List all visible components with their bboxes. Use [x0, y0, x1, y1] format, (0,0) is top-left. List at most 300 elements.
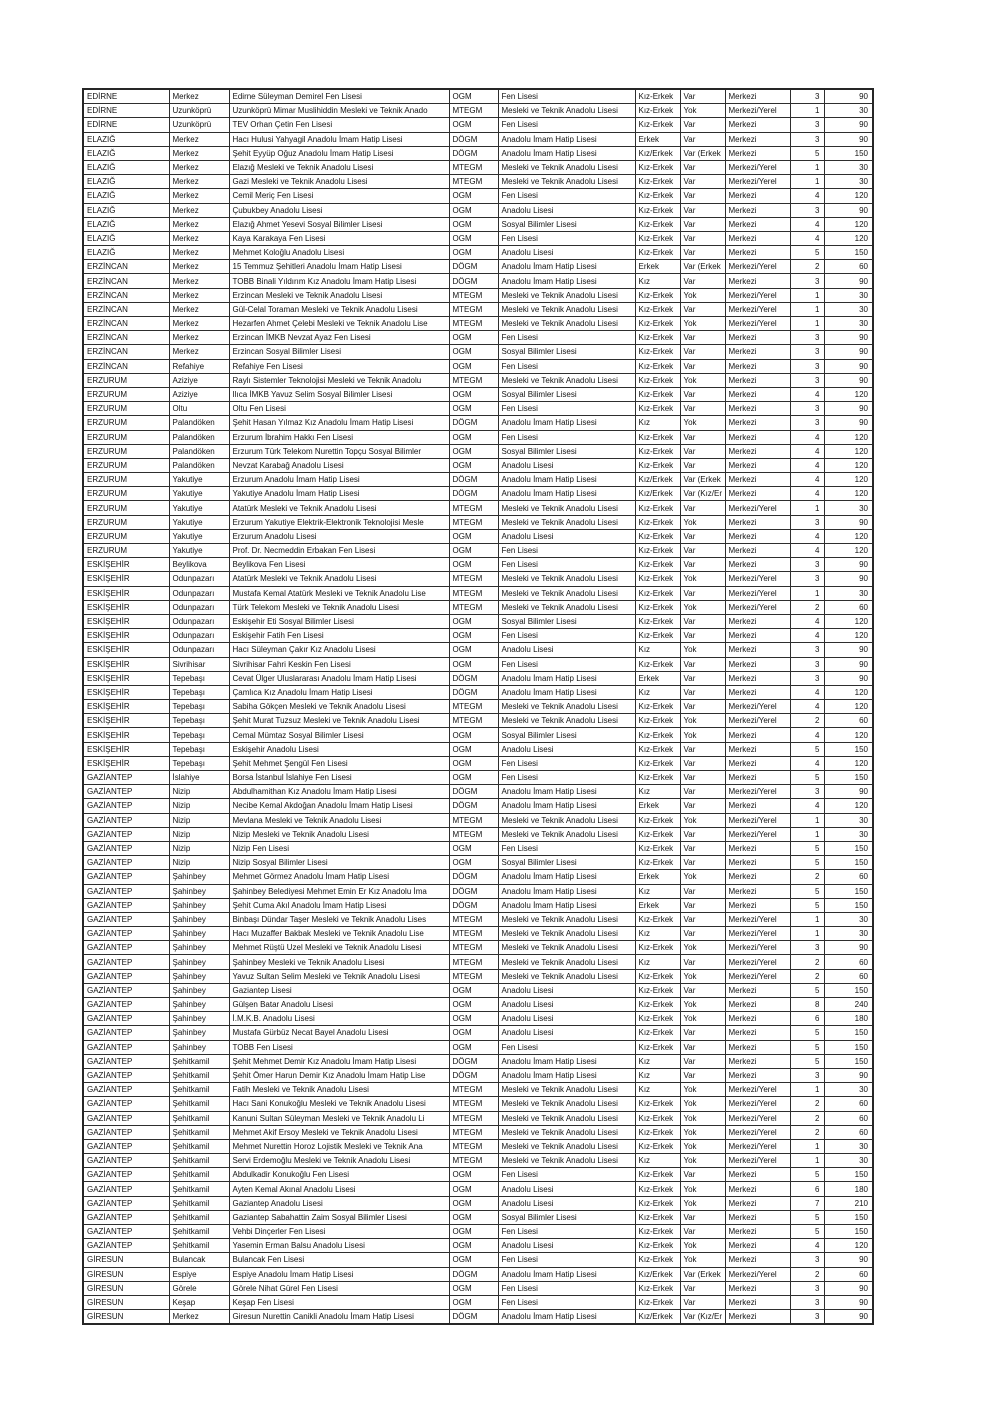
cell-quota: 120 [824, 444, 873, 458]
cell-gender: Kız/Erkek [635, 146, 680, 160]
cell-quota: 150 [824, 884, 873, 898]
cell-directorate: MTEGM [449, 501, 498, 515]
cell-province: GAZİANTEP [83, 1012, 169, 1026]
cell-quota: 90 [824, 558, 873, 572]
cell-gender: Kız-Erkek [635, 387, 680, 401]
cell-province: ESKİŞEHİR [83, 685, 169, 699]
cell-school-type: Fen Lisesi [498, 231, 635, 245]
cell-district: Merkez [169, 146, 229, 160]
cell-province: ERZİNCAN [83, 274, 169, 288]
cell-dormitory: Yok [680, 1111, 725, 1125]
cell-dormitory: Var [680, 799, 725, 813]
cell-province: GAZİANTEP [83, 884, 169, 898]
cell-school-type: Anadolu Lisesi [498, 458, 635, 472]
cell-dormitory: Var (Erkek [680, 473, 725, 487]
cell-province: GAZİANTEP [83, 1125, 169, 1139]
cell-province: GAZİANTEP [83, 969, 169, 983]
cell-quota: 90 [824, 643, 873, 657]
cell-class-count: 1 [790, 317, 824, 331]
cell-district: Merkez [169, 1310, 229, 1325]
cell-dormitory: Var [680, 345, 725, 359]
cell-school-name: Şahinbey Belediyesi Mehmet Emin Er Kız Anadolu İma [229, 884, 449, 898]
cell-dormitory: Var [680, 175, 725, 189]
cell-province: ELAZIĞ [83, 203, 169, 217]
cell-directorate: MTEGM [449, 813, 498, 827]
cell-province: GAZİANTEP [83, 813, 169, 827]
cell-school-name: Türk Telekom Mesleki ve Teknik Anadolu Lisesi [229, 600, 449, 614]
cell-exam-scope: Merkezi [725, 685, 790, 699]
cell-school-type: Anadolu İmam Hatip Lisesi [498, 799, 635, 813]
table-row [83, 600, 873, 614]
cell-province: GAZİANTEP [83, 1225, 169, 1239]
cell-province: GAZİANTEP [83, 1040, 169, 1054]
cell-class-count: 3 [790, 515, 824, 529]
cell-class-count: 1 [790, 1154, 824, 1168]
cell-directorate: OGM [449, 657, 498, 671]
cell-district: Merkez [169, 274, 229, 288]
cell-gender: Kız-Erkek [635, 586, 680, 600]
cell-directorate: MTEGM [449, 1111, 498, 1125]
cell-province: ERZURUM [83, 473, 169, 487]
cell-exam-scope: Merkezi/Yerel [725, 912, 790, 926]
table-row [83, 898, 873, 912]
cell-district: İslahiye [169, 771, 229, 785]
cell-district: Merkez [169, 302, 229, 316]
table-row [83, 1310, 873, 1325]
cell-exam-scope: Merkezi [725, 614, 790, 628]
cell-school-type: Anadolu İmam Hatip Lisesi [498, 487, 635, 501]
cell-class-count: 5 [790, 983, 824, 997]
cell-district: Uzunköprü [169, 104, 229, 118]
cell-school-name: Nizip Fen Lisesi [229, 841, 449, 855]
cell-gender: Kız-Erkek [635, 742, 680, 756]
cell-class-count: 5 [790, 246, 824, 260]
cell-school-type: Fen Lisesi [498, 1253, 635, 1267]
cell-directorate: MTEGM [449, 288, 498, 302]
cell-dormitory: Var [680, 387, 725, 401]
cell-class-count: 4 [790, 387, 824, 401]
cell-school-type: Mesleki ve Teknik Anadolu Lisesi [498, 160, 635, 174]
cell-school-name: Mehmet Rüştü Uzel Mesleki ve Teknik Anadolu Lisesi [229, 941, 449, 955]
cell-class-count: 2 [790, 870, 824, 884]
cell-directorate: OGM [449, 387, 498, 401]
table-row [83, 1111, 873, 1125]
cell-district: Refahiye [169, 359, 229, 373]
table-row [83, 1040, 873, 1054]
cell-quota: 90 [824, 359, 873, 373]
cell-district: Yakutiye [169, 487, 229, 501]
cell-dormitory: Yok [680, 714, 725, 728]
cell-quota: 90 [824, 345, 873, 359]
cell-district: Şahinbey [169, 912, 229, 926]
cell-school-type: Anadolu İmam Hatip Lisesi [498, 884, 635, 898]
cell-province: ESKİŞEHİR [83, 742, 169, 756]
cell-exam-scope: Merkezi [725, 217, 790, 231]
cell-school-type: Anadolu İmam Hatip Lisesi [498, 1267, 635, 1281]
cell-dormitory: Var [680, 1026, 725, 1040]
cell-school-name: Erzurum Türk Telekom Nurettin Topçu Sosyal Bilimler [229, 444, 449, 458]
cell-province: ERZURUM [83, 487, 169, 501]
cell-dormitory: Var [680, 231, 725, 245]
table-row [83, 1210, 873, 1224]
cell-exam-scope: Merkezi/Yerel [725, 288, 790, 302]
cell-school-name: Nizip Sosyal Bilimler Lisesi [229, 856, 449, 870]
cell-school-type: Mesleki ve Teknik Anadolu Lisesi [498, 827, 635, 841]
table-row [83, 501, 873, 515]
cell-province: ESKİŞEHİR [83, 572, 169, 586]
cell-gender: Kız [635, 643, 680, 657]
cell-dormitory: Var [680, 331, 725, 345]
cell-gender: Kız-Erkek [635, 912, 680, 926]
cell-exam-scope: Merkezi [725, 274, 790, 288]
cell-class-count: 2 [790, 600, 824, 614]
cell-school-type: Mesleki ve Teknik Anadolu Lisesi [498, 515, 635, 529]
cell-directorate: OGM [449, 1210, 498, 1224]
cell-quota: 150 [824, 856, 873, 870]
cell-province: EDİRNE [83, 104, 169, 118]
cell-province: ESKİŞEHİR [83, 728, 169, 742]
cell-directorate: MTEGM [449, 912, 498, 926]
cell-class-count: 3 [790, 657, 824, 671]
cell-class-count: 4 [790, 430, 824, 444]
cell-exam-scope: Merkezi [725, 1182, 790, 1196]
cell-dormitory: Yok [680, 643, 725, 657]
cell-dormitory: Var [680, 856, 725, 870]
cell-quota: 30 [824, 586, 873, 600]
cell-class-count: 3 [790, 1310, 824, 1325]
cell-directorate: MTEGM [449, 955, 498, 969]
cell-gender: Kız-Erkek [635, 1139, 680, 1153]
cell-class-count: 3 [790, 785, 824, 799]
cell-school-name: Erzurum Anadolu Lisesi [229, 529, 449, 543]
cell-dormitory: Var [680, 203, 725, 217]
cell-school-name: Erzincan Sosyal Bilimler Lisesi [229, 345, 449, 359]
cell-directorate: MTEGM [449, 586, 498, 600]
cell-school-name: Mustafa Kemal Atatürk Mesleki ve Teknik Anadolu Lise [229, 586, 449, 600]
cell-class-count: 4 [790, 473, 824, 487]
cell-quota: 120 [824, 1239, 873, 1253]
cell-gender: Kız [635, 416, 680, 430]
cell-directorate: OGM [449, 359, 498, 373]
cell-quota: 60 [824, 260, 873, 274]
cell-quota: 150 [824, 1026, 873, 1040]
cell-province: GAZİANTEP [83, 1083, 169, 1097]
cell-province: GAZİANTEP [83, 1168, 169, 1182]
cell-exam-scope: Merkezi/Yerel [725, 1111, 790, 1125]
table-row [83, 1225, 873, 1239]
cell-district: Tepebaşı [169, 742, 229, 756]
cell-gender: Kız [635, 785, 680, 799]
cell-directorate: OGM [449, 529, 498, 543]
cell-gender: Kız-Erkek [635, 1210, 680, 1224]
cell-exam-scope: Merkezi [725, 430, 790, 444]
cell-school-type: Anadolu İmam Hatip Lisesi [498, 685, 635, 699]
cell-dormitory: Var [680, 1210, 725, 1224]
cell-school-type: Fen Lisesi [498, 657, 635, 671]
cell-gender: Kız-Erkek [635, 756, 680, 770]
cell-province: ESKİŞEHİR [83, 700, 169, 714]
cell-class-count: 4 [790, 544, 824, 558]
cell-exam-scope: Merkezi [725, 742, 790, 756]
cell-directorate: DÖGM [449, 799, 498, 813]
cell-dormitory: Var [680, 1040, 725, 1054]
cell-district: Tepebaşı [169, 685, 229, 699]
cell-quota: 180 [824, 1182, 873, 1196]
cell-quota: 240 [824, 998, 873, 1012]
cell-class-count: 3 [790, 558, 824, 572]
cell-class-count: 3 [790, 1068, 824, 1082]
cell-dormitory: Var [680, 359, 725, 373]
cell-class-count: 3 [790, 203, 824, 217]
cell-directorate: OGM [449, 1012, 498, 1026]
cell-province: ERZİNCAN [83, 331, 169, 345]
cell-gender: Kız [635, 927, 680, 941]
cell-school-name: Gaziantep Anadolu Lisesi [229, 1196, 449, 1210]
cell-school-name: Binbaşı Dündar Taşer Mesleki ve Teknik Anadolu Lises [229, 912, 449, 926]
cell-class-count: 3 [790, 1281, 824, 1295]
cell-district: Odunpazarı [169, 586, 229, 600]
cell-class-count: 3 [790, 671, 824, 685]
cell-school-type: Mesleki ve Teknik Anadolu Lisesi [498, 1083, 635, 1097]
cell-school-type: Sosyal Bilimler Lisesi [498, 345, 635, 359]
cell-school-name: Çamlıca Kız Anadolu İmam Hatip Lisesi [229, 685, 449, 699]
cell-province: ERZİNCAN [83, 317, 169, 331]
cell-gender: Kız-Erkek [635, 657, 680, 671]
cell-dormitory: Yok [680, 1253, 725, 1267]
cell-directorate: OGM [449, 1196, 498, 1210]
cell-dormitory: Var (Kız/Er [680, 1310, 725, 1325]
cell-directorate: DÖGM [449, 1310, 498, 1325]
cell-gender: Kız-Erkek [635, 600, 680, 614]
cell-class-count: 2 [790, 955, 824, 969]
cell-dormitory: Var [680, 742, 725, 756]
school-placement-table [82, 88, 874, 1325]
cell-school-type: Fen Lisesi [498, 629, 635, 643]
cell-district: Şahinbey [169, 884, 229, 898]
table-row [83, 1097, 873, 1111]
cell-directorate: OGM [449, 1040, 498, 1054]
cell-school-type: Mesleki ve Teknik Anadolu Lisesi [498, 317, 635, 331]
cell-class-count: 5 [790, 1225, 824, 1239]
cell-province: ERZİNCAN [83, 260, 169, 274]
cell-class-count: 3 [790, 643, 824, 657]
cell-dormitory: Var [680, 118, 725, 132]
cell-school-name: Mehmet Akif Ersoy Mesleki ve Teknik Anadolu Lisesi [229, 1125, 449, 1139]
table-row [83, 104, 873, 118]
cell-quota: 90 [824, 373, 873, 387]
cell-exam-scope: Merkezi [725, 118, 790, 132]
cell-school-name: Mehmet Koloğlu Anadolu Lisesi [229, 246, 449, 260]
cell-exam-scope: Merkezi [725, 416, 790, 430]
cell-school-name: Hacı Sani Konukoğlu Mesleki ve Teknik Anadolu Lisesi [229, 1097, 449, 1111]
table-row [83, 515, 873, 529]
table-row [83, 927, 873, 941]
cell-province: GAZİANTEP [83, 856, 169, 870]
cell-district: Odunpazarı [169, 629, 229, 643]
cell-gender: Kız/Erkek [635, 1310, 680, 1325]
cell-province: GİRESUN [83, 1253, 169, 1267]
cell-school-type: Mesleki ve Teknik Anadolu Lisesi [498, 700, 635, 714]
cell-quota: 120 [824, 529, 873, 543]
cell-quota: 120 [824, 473, 873, 487]
cell-school-type: Mesleki ve Teknik Anadolu Lisesi [498, 955, 635, 969]
cell-province: ERZURUM [83, 373, 169, 387]
cell-gender: Kız-Erkek [635, 444, 680, 458]
cell-school-type: Anadolu Lisesi [498, 1026, 635, 1040]
cell-class-count: 5 [790, 841, 824, 855]
cell-gender: Kız-Erkek [635, 1040, 680, 1054]
cell-school-name: Eskişehir Eti Sosyal Bilimler Lisesi [229, 614, 449, 628]
cell-school-name: 15 Temmuz Şehitleri Anadolu İmam Hatip Lisesi [229, 260, 449, 274]
cell-school-type: Anadolu Lisesi [498, 529, 635, 543]
cell-gender: Kız-Erkek [635, 856, 680, 870]
cell-quota: 120 [824, 728, 873, 742]
cell-directorate: DÖGM [449, 1054, 498, 1068]
cell-exam-scope: Merkezi [725, 1068, 790, 1082]
cell-class-count: 3 [790, 274, 824, 288]
cell-school-type: Fen Lisesi [498, 771, 635, 785]
cell-school-name: Abdulkadir Konukoğlu Fen Lisesi [229, 1168, 449, 1182]
cell-dormitory: Yok [680, 1154, 725, 1168]
cell-province: ERZURUM [83, 501, 169, 515]
table-row [83, 1154, 873, 1168]
cell-dormitory: Var [680, 217, 725, 231]
cell-gender: Kız-Erkek [635, 558, 680, 572]
cell-class-count: 3 [790, 416, 824, 430]
cell-district: Odunpazarı [169, 643, 229, 657]
cell-school-type: Sosyal Bilimler Lisesi [498, 1210, 635, 1224]
cell-class-count: 4 [790, 799, 824, 813]
cell-class-count: 3 [790, 572, 824, 586]
cell-gender: Kız [635, 955, 680, 969]
cell-school-name: Nevzat Karabağ Anadolu Lisesi [229, 458, 449, 472]
table-row [83, 317, 873, 331]
cell-directorate: OGM [449, 998, 498, 1012]
cell-school-type: Anadolu İmam Hatip Lisesi [498, 1068, 635, 1082]
cell-dormitory: Var [680, 274, 725, 288]
cell-province: GİRESUN [83, 1281, 169, 1295]
cell-school-name: Yakutiye Anadolu İmam Hatip Lisesi [229, 487, 449, 501]
cell-province: GAZİANTEP [83, 1068, 169, 1082]
cell-directorate: OGM [449, 189, 498, 203]
cell-school-name: Kanuni Sultan Süleyman Mesleki ve Teknik Anadolu Li [229, 1111, 449, 1125]
cell-exam-scope: Merkezi [725, 1253, 790, 1267]
cell-gender: Kız-Erkek [635, 614, 680, 628]
cell-directorate: OGM [449, 643, 498, 657]
cell-school-name: Espiye Anadolu İmam Hatip Lisesi [229, 1267, 449, 1281]
cell-dormitory: Var [680, 1054, 725, 1068]
cell-gender: Kız-Erkek [635, 175, 680, 189]
cell-school-type: Anadolu İmam Hatip Lisesi [498, 1054, 635, 1068]
cell-directorate: OGM [449, 89, 498, 104]
cell-quota: 120 [824, 629, 873, 643]
cell-school-name: Ilıca İMKB Yavuz Selim Sosyal Bilimler Lisesi [229, 387, 449, 401]
cell-class-count: 4 [790, 1239, 824, 1253]
cell-directorate: MTEGM [449, 1154, 498, 1168]
cell-school-name: Edirne Süleyman Demirel Fen Lisesi [229, 89, 449, 104]
cell-exam-scope: Merkezi/Yerel [725, 104, 790, 118]
cell-directorate: MTEGM [449, 1139, 498, 1153]
cell-exam-scope: Merkezi [725, 629, 790, 643]
cell-district: Tepebaşı [169, 756, 229, 770]
cell-dormitory: Var [680, 1281, 725, 1295]
cell-school-name: Keşap Fen Lisesi [229, 1295, 449, 1309]
cell-quota: 150 [824, 1210, 873, 1224]
cell-dormitory: Var [680, 671, 725, 685]
cell-quota: 60 [824, 714, 873, 728]
cell-directorate: MTEGM [449, 1083, 498, 1097]
cell-province: ERZİNCAN [83, 302, 169, 316]
cell-school-name: Kaya Karakaya Fen Lisesi [229, 231, 449, 245]
cell-exam-scope: Merkezi/Yerel [725, 1267, 790, 1281]
cell-quota: 150 [824, 841, 873, 855]
cell-directorate: DÖGM [449, 416, 498, 430]
table-row [83, 359, 873, 373]
cell-gender: Kız-Erkek [635, 160, 680, 174]
cell-district: Odunpazarı [169, 572, 229, 586]
cell-school-type: Mesleki ve Teknik Anadolu Lisesi [498, 104, 635, 118]
cell-dormitory: Yok [680, 941, 725, 955]
cell-quota: 30 [824, 813, 873, 827]
cell-gender: Kız-Erkek [635, 458, 680, 472]
cell-school-type: Anadolu Lisesi [498, 742, 635, 756]
cell-gender: Kız-Erkek [635, 728, 680, 742]
table-row [83, 288, 873, 302]
cell-school-type: Mesleki ve Teknik Anadolu Lisesi [498, 600, 635, 614]
cell-directorate: OGM [449, 856, 498, 870]
table-row [83, 331, 873, 345]
cell-gender: Kız-Erkek [635, 217, 680, 231]
cell-school-type: Mesleki ve Teknik Anadolu Lisesi [498, 1125, 635, 1139]
cell-quota: 90 [824, 416, 873, 430]
cell-class-count: 4 [790, 189, 824, 203]
cell-gender: Kız-Erkek [635, 1225, 680, 1239]
table-row [83, 841, 873, 855]
cell-school-name: Erzurum İbrahim Hakkı Fen Lisesi [229, 430, 449, 444]
cell-province: ESKİŞEHİR [83, 756, 169, 770]
table-row [83, 1253, 873, 1267]
table-row [83, 544, 873, 558]
cell-class-count: 4 [790, 700, 824, 714]
cell-school-name: Mevlana Mesleki ve Teknik Anadolu Lisesi [229, 813, 449, 827]
cell-exam-scope: Merkezi [725, 132, 790, 146]
cell-school-name: Refahiye Fen Lisesi [229, 359, 449, 373]
table-row [83, 1168, 873, 1182]
cell-dormitory: Yok [680, 1125, 725, 1139]
cell-exam-scope: Merkezi [725, 671, 790, 685]
cell-province: ESKİŞEHİR [83, 714, 169, 728]
cell-exam-scope: Merkezi/Yerel [725, 785, 790, 799]
cell-province: GAZİANTEP [83, 927, 169, 941]
table-row [83, 1012, 873, 1026]
cell-district: Nizip [169, 841, 229, 855]
table-row [83, 785, 873, 799]
cell-class-count: 4 [790, 614, 824, 628]
cell-gender: Kız-Erkek [635, 118, 680, 132]
cell-class-count: 4 [790, 756, 824, 770]
cell-exam-scope: Merkezi/Yerel [725, 317, 790, 331]
cell-dormitory: Yok [680, 1012, 725, 1026]
cell-gender: Kız-Erkek [635, 331, 680, 345]
cell-directorate: MTEGM [449, 714, 498, 728]
cell-quota: 90 [824, 572, 873, 586]
cell-class-count: 5 [790, 1168, 824, 1182]
cell-quota: 120 [824, 387, 873, 401]
cell-district: Şehitkamil [169, 1097, 229, 1111]
cell-directorate: MTEGM [449, 104, 498, 118]
table-row [83, 643, 873, 657]
cell-school-type: Mesleki ve Teknik Anadolu Lisesi [498, 1111, 635, 1125]
